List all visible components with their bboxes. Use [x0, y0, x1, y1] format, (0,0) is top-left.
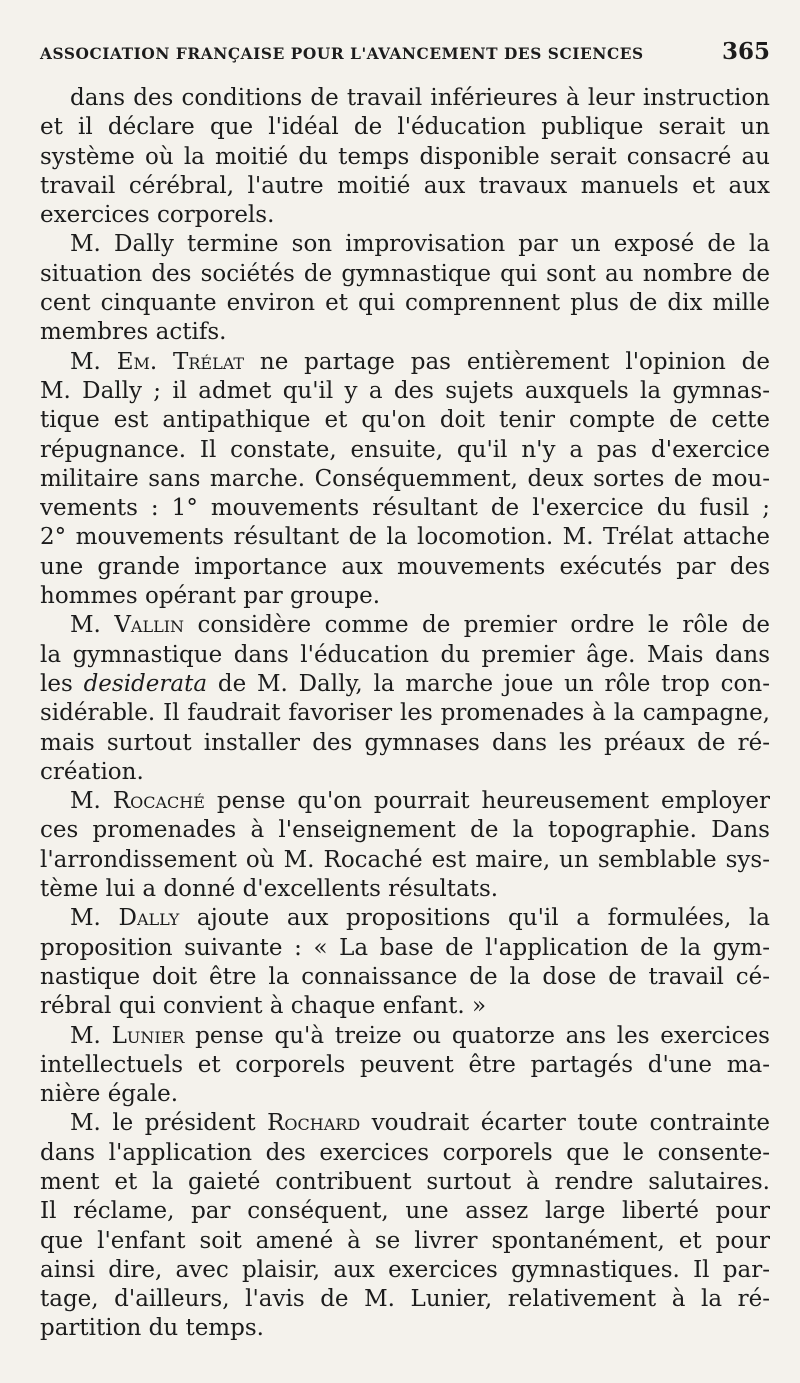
speaker-prefix: M. — [70, 612, 115, 639]
text-line: proposition suivante : « La base de l'application de la gym- — [40, 934, 770, 961]
text-line: 2° mouvements résultant de la locomotion. M. Trélat attache — [40, 524, 770, 551]
text-line: sidérable. Il faudrait favoriser les promenades à la campagne, — [40, 700, 770, 727]
text-line: M. Dally ajoute aux propositions qu'il a formulées, la — [70, 905, 770, 932]
page-number: 365 — [721, 38, 770, 65]
speaker-prefix: M. — [70, 1022, 112, 1049]
paragraph — [40, 348, 770, 612]
speaker-prefix: M. — [70, 788, 113, 815]
speaker-name: Rochard — [267, 1110, 361, 1137]
text-line: intellectuels et corporels peuvent être partagés d'une ma- — [40, 1051, 770, 1078]
text-line: répugnance. Il constate, ensuite, qu'il n'y a pas d'exercice — [40, 436, 770, 463]
paragraph — [40, 230, 770, 347]
text-line: M. Dally ; il admet qu'il y a des sujets auxquels la gymnas- — [40, 377, 770, 404]
text-line: système où la moitié du temps disponible serait consacré au — [40, 143, 770, 170]
text-line: M. Dally termine son improvisation par un exposé de la — [70, 231, 770, 258]
body-text — [40, 84, 770, 1344]
text-line: ment et la gaieté contribuent surtout à rendre salutaires. — [40, 1168, 770, 1195]
text-line: mais surtout installer des gymnases dans les préaux de ré- — [40, 729, 770, 756]
italic-term: desiderata — [83, 670, 208, 697]
text-line: M. Rocaché pense qu'on pourrait heureusement employer — [70, 788, 770, 815]
running-title: ASSOCIATION FRANÇAISE POUR L'AVANCEMENT DES SCIENCES — [40, 44, 644, 63]
speaker-prefix: M. — [70, 905, 119, 932]
paragraph — [40, 787, 770, 904]
text-line: militaire sans marche. Conséquemment, deux sortes de mou- — [40, 465, 770, 492]
text-line: les desiderata de M. Dally, la marche joue un rôle trop con- — [40, 670, 770, 697]
text-line: cent cinquante environ et qui comprennent plus de dix mille — [40, 290, 770, 317]
text-line: dans des conditions de travail inférieures à leur instruction — [70, 85, 770, 111]
text-line: partition du temps. — [40, 1315, 264, 1342]
paragraph — [40, 1109, 770, 1343]
text-line: M. Vallin considère comme de premier ordre le rôle de — [70, 612, 770, 639]
speaker-prefix: M. le président — [70, 1110, 268, 1137]
text-line: hommes opérant par groupe. — [40, 583, 381, 610]
text-line: et il déclare que l'idéal de l'éducation publique serait un — [40, 114, 770, 141]
text-line: nière égale. — [40, 1081, 179, 1108]
text-line: dans l'application des exercices corporels que le consente- — [40, 1139, 770, 1166]
text-line: Il réclame, par conséquent, une assez large liberté pour — [40, 1198, 770, 1225]
text-line: tage, d'ailleurs, l'avis de M. Lunier, relativement à la ré- — [40, 1286, 770, 1313]
text-line: création. — [40, 758, 144, 785]
text-line: travail cérébral, l'autre moitié aux travaux manuels et aux — [40, 172, 770, 199]
speaker-name: Em. Trélat — [116, 348, 245, 375]
paragraph — [40, 611, 770, 787]
text-line: ainsi dire, avec plaisir, aux exercices gymnastiques. Il par- — [40, 1256, 770, 1283]
text-line: la gymnastique dans l'éducation du premier âge. Mais dans — [40, 641, 770, 668]
text-line: ces promenades à l'enseignement de la topographie. Dans — [40, 817, 770, 844]
text-line: situation des sociétés de gymnastique qui sont au nombre de — [40, 260, 770, 287]
speaker-name: Lunier — [111, 1022, 185, 1049]
paragraph — [40, 1022, 770, 1110]
text-line: vements : 1° mouvements résultant de l'exercice du fusil ; — [40, 495, 770, 522]
speaker-prefix: M. — [70, 348, 117, 375]
paragraph — [40, 904, 770, 1021]
text-line: membres actifs. — [40, 319, 227, 346]
running-header — [40, 38, 770, 78]
text-line: nastique doit être la connaissance de la dose de travail cé- — [40, 963, 770, 990]
text-line: M. Lunier pense qu'à treize ou quatorze ans les exercices — [70, 1022, 770, 1049]
speaker-name: Dally — [118, 905, 180, 932]
text-line: une grande importance aux mouvements exécutés par des — [40, 553, 770, 580]
speaker-name: Rocaché — [112, 788, 205, 815]
text-line: rébral qui convient à chaque enfant. » — [40, 993, 487, 1020]
text-line: que l'enfant soit amené à se livrer spontanément, et pour — [40, 1227, 770, 1254]
speaker-name: Vallin — [114, 612, 185, 639]
text-line: tique est antipathique et qu'on doit tenir compte de cette — [40, 407, 770, 434]
text-line: l'arrondissement où M. Rocaché est maire, un semblable sys- — [40, 846, 770, 873]
text-line: tème lui a donné d'excellents résultats. — [40, 876, 499, 903]
text-line: M. le président Rochard voudrait écarter toute contrainte — [70, 1110, 770, 1137]
paragraph — [40, 84, 770, 230]
text-line: M. Em. Trélat ne partage pas entièrement l'opinion de — [70, 348, 770, 375]
text-line: exercices corporels. — [40, 202, 275, 229]
